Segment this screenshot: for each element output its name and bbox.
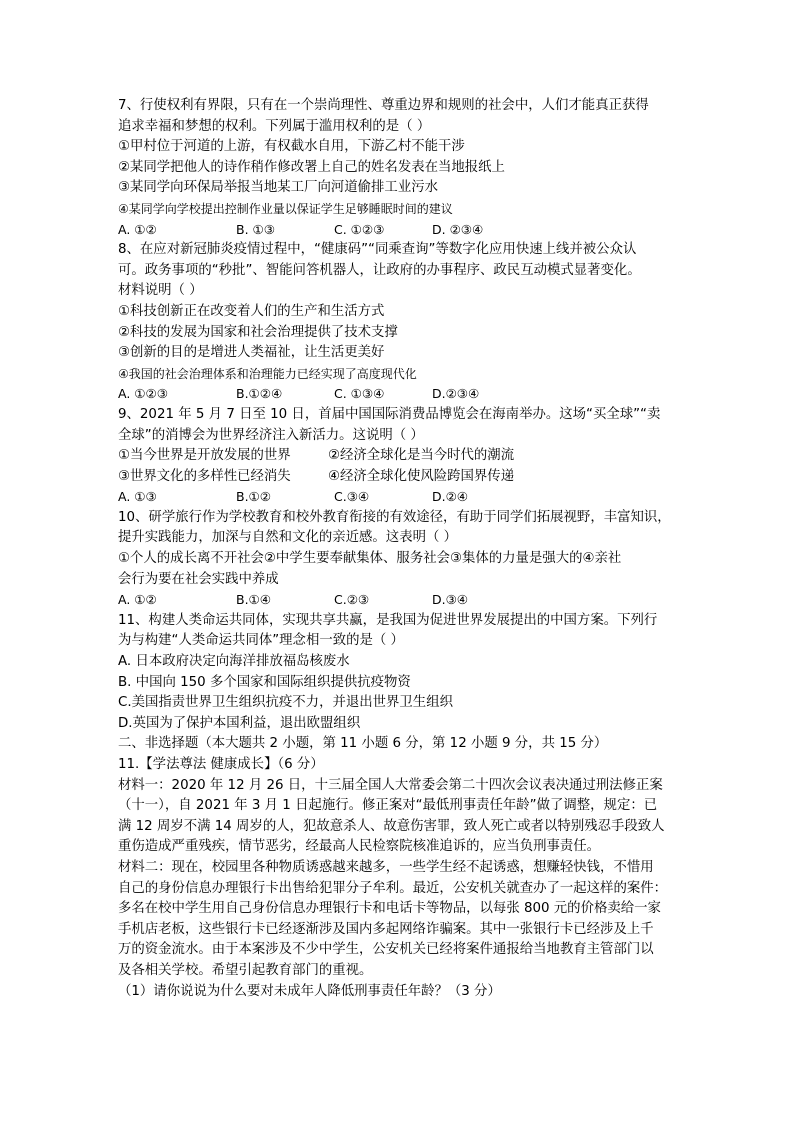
statement-pair xyxy=(118,446,678,467)
question-stem: 可。政务事项的“秒批”、智能问答机器人，让政府的办事程序、政民互动模式显著变化。 xyxy=(118,262,641,278)
option-b: B.①② xyxy=(236,489,271,505)
statement-2: ②某同学把他人的诗作稍作修改署上自己的姓名发表在当地报纸上 xyxy=(118,159,505,175)
answer-options xyxy=(118,487,678,508)
statement-3: ③某同学向环保局举报当地某工厂向河道偷排工业污水 xyxy=(118,180,438,196)
statements: ①个人的成长离不开社会②中学生要奉献集体、服务社会③集体的力量是强大的④亲社 xyxy=(118,551,622,567)
option-c: C.美国指责世界卫生组织抗疫不力，并退出世界卫生组织 xyxy=(118,695,453,711)
section-header: 二、非选择题（本大题共 2 小题，第 11 小题 6 分，第 12 小题 9 分，共 15 分） xyxy=(118,736,608,752)
statement-2: ②经济全球化是当今时代的潮流 xyxy=(328,448,515,464)
option-a: A. ①②③ xyxy=(118,386,168,402)
question-stem: 8、在应对新冠肺炎疫情过程中，“健康码”“同乘查询”等数字化应用快速上线并被公众认 xyxy=(118,242,637,258)
question-9 xyxy=(118,405,678,508)
statement-3: ③世界文化的多样性已经消失 xyxy=(118,468,291,484)
question-stem: 为与构建“人类命运共同体”理念相一致的是（ ） xyxy=(118,633,404,649)
option-a: A. ①② xyxy=(118,592,157,608)
question-8 xyxy=(118,240,678,405)
question-10 xyxy=(118,508,678,611)
option-b: B. ①③ xyxy=(236,221,275,237)
question-title: 11.【学法尊法 健康成长】（6 分） xyxy=(118,757,324,772)
answer-options xyxy=(118,590,678,611)
statement-2: ②科技的发展为国家和社会治理提供了技术支撑 xyxy=(118,324,398,340)
option-d: D.英国为了保护本国利益，退出欧盟组织 xyxy=(118,715,361,731)
statements: 会行为要在社会实践中养成 xyxy=(118,571,279,587)
option-d: D. ②③④ xyxy=(432,221,484,237)
option-a: A. ①② xyxy=(118,221,157,237)
option-a: A. ①③ xyxy=(118,489,157,505)
option-c: C. ①③④ xyxy=(334,386,385,402)
statement-4: ④我国的社会治理体系和治理能力已经实现了高度现代化 xyxy=(118,366,417,381)
material-2: 多名在校中学生用自己身份信息办理银行卡和电话卡等物品，以每张 800 元的价格卖给一家 xyxy=(118,901,661,917)
option-a: A. 日本政府决定向海洋排放福岛核废水 xyxy=(118,654,350,670)
material-1: （十一），自 2021 年 3 月 1 日起施行。修正案对“最低刑事责任年龄”做了调整，规定：已 xyxy=(118,798,658,814)
answer-options xyxy=(118,220,678,241)
option-d: D.②③④ xyxy=(432,386,480,402)
option-b: B. 中国向 150 多个国家和国际组织提供抗疫物资 xyxy=(118,674,411,690)
question-stem: 10、研学旅行作为学校教育和校外教育衔接的有效途径，有助于同学们拓展视野，丰富知识， xyxy=(118,509,671,525)
material-2: 手机店老板，这些银行卡已经逐渐涉及国内多起网络诈骗案。其中一张银行卡已经涉及上千 xyxy=(118,921,654,937)
material-2: 材料二：现在，校园里各种物质诱惑越来越多，一些学生经不起诱惑，想赚轻快钱，不惜用 xyxy=(118,859,654,875)
question-stem: 追求幸福和梦想的权利。下列属于滥用权利的是（ ） xyxy=(118,118,431,134)
option-c: C. ①②③ xyxy=(334,221,385,237)
material-2: 万的资金流水。由于本案涉及不少中学生，公安机关已经将案件通报给当地教育主管部门以 xyxy=(118,942,654,958)
question-stem: 7、行使权利有界限，只有在一个崇尚理性、尊重边界和规则的社会中，人们才能真正获得 xyxy=(118,98,649,113)
option-b: B.①②④ xyxy=(236,386,283,402)
option-b: B.①④ xyxy=(236,592,271,608)
answer-options xyxy=(118,384,678,405)
option-d: D.③④ xyxy=(432,592,469,608)
material-1: 材料一：2020 年 12 月 26 日，十三届全国人大常委会第二十四次会议表决通过刑法修正案 xyxy=(118,777,663,793)
statement-4: ④经济全球化使风险跨国界传递 xyxy=(328,468,515,484)
question-stem: 材料说明（ ） xyxy=(118,283,203,299)
statement-1: ①科技创新正在改变着人们的生产和生活方式 xyxy=(118,303,385,319)
material-1: 重伤造成严重残疾，情节恶劣，经最高人民检察院核准追诉的，应当负刑事责任。 xyxy=(118,839,601,855)
section-non-choice xyxy=(118,734,678,1002)
statement-pair xyxy=(118,467,678,488)
sub-question-1: （1）请你说说为什么要对未成年人降低刑事责任年龄？（3 分） xyxy=(118,983,501,999)
option-c: C.③④ xyxy=(334,489,370,505)
question-stem: 全球”的消博会为世界经济注入新活力。这说明（ ） xyxy=(118,427,424,443)
material-1: 满 12 周岁不满 14 周岁的人，犯故意杀人、故意伤害罪，致人死亡或者以特别残忍手段致人 xyxy=(118,818,665,834)
question-stem: 提升实践能力，加深与自然和文化的亲近感。这表明（ ） xyxy=(118,530,458,546)
option-c: C.②③ xyxy=(334,592,370,608)
statement-3: ③创新的目的是增进人类福祉，让生活更美好 xyxy=(118,345,385,361)
question-stem: 9、2021 年 5 月 7 日至 10 日，首届中国国际消费品博览会在海南举办。这场“买全球”“卖 xyxy=(118,406,661,422)
statement-4: ④某同学向学校提出控制作业量以保证学生足够睡眠时间的建议 xyxy=(118,201,453,216)
statement-1: ①当今世界是开放发展的世界 xyxy=(118,448,291,464)
material-2: 自己的身份信息办理银行卡出售给犯罪分子牟利。最近，公安机关就查办了一起这样的案件： xyxy=(118,880,668,896)
material-2: 及各相关学校。希望引起教育部门的重视。 xyxy=(118,962,373,978)
question-7 xyxy=(118,96,678,240)
exam-page xyxy=(118,96,678,1002)
option-d: D.②④ xyxy=(432,489,469,505)
question-11 xyxy=(118,611,678,735)
statement-1: ①甲村位于河道的上游，有权截水自用，下游乙村不能干涉 xyxy=(118,139,465,155)
question-stem: 11、构建人类命运共同体，实现共享共赢，是我国为促进世界发展提出的中国方案。下列行 xyxy=(118,612,658,628)
